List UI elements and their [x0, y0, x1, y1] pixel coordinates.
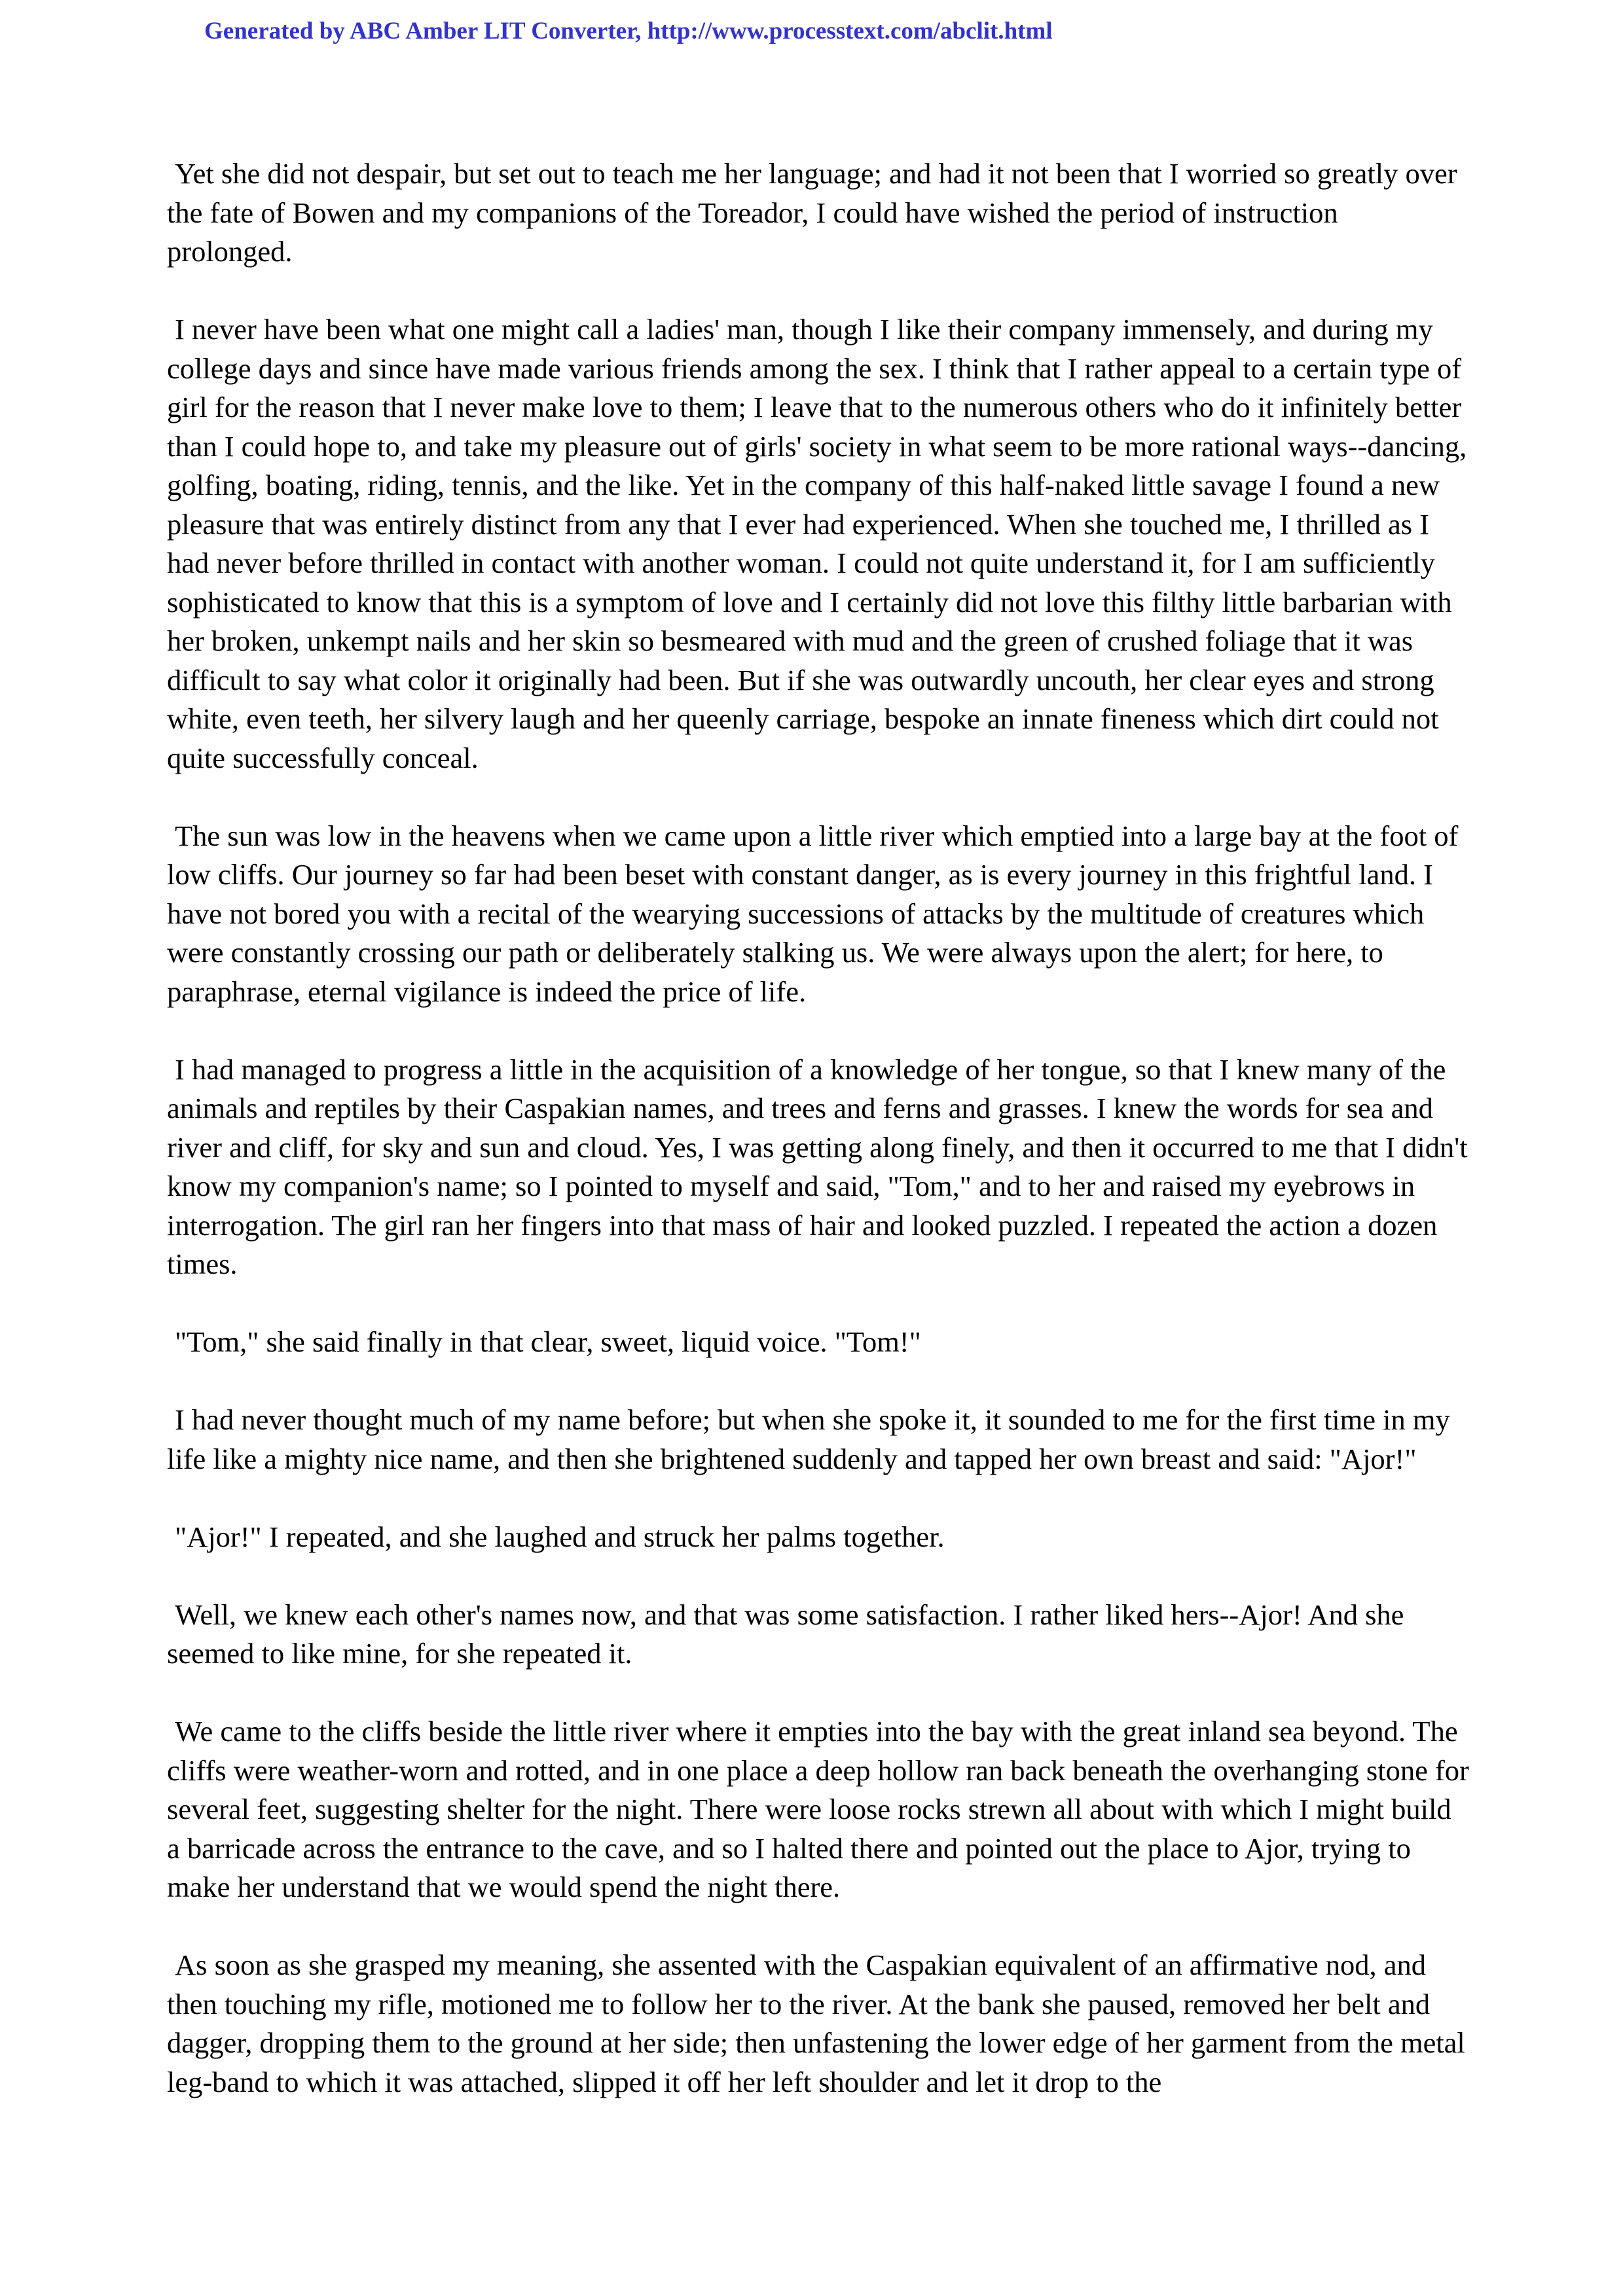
paragraph-8: Well, we knew each other's names now, and that was some satisfaction. I rather liked hers--Ajor! And she seemed to like mine, for she repeated it. [167, 1598, 1404, 1670]
paragraph-9: We came to the cliffs beside the little river where it empties into the bay with the great inland sea beyond. The cliffs were weather-worn and rotted, and in one place a deep hollow ran back beneath the overhanging stone for several feet, suggesting shelter for the night. There were loose rocks strewn all about with which I might build a barricade across the entrance to the cave, and so I halted there and pointed out the place to Ajor, trying to make her understand that we would spend the night there. [167, 1715, 1469, 1903]
paragraph-4: I had managed to progress a little in the acquisition of a knowledge of her tongue, so that I knew many of the animals and reptiles by their Caspakian names, and trees and ferns and grasses. I knew the words for sea and river and cliff, for sky and sun and cloud. Yes, I was getting along finely, and then it occurred to me that I didn't know my companion's name; so I pointed to myself and said, "Tom," and to her and raised my eyebrows in interrogation. The girl ran her fingers into that mass of hair and looked puzzled. I repeated the action a dozen times. [167, 1052, 1468, 1280]
paragraph-1: Yet she did not despair, but set out to teach me her language; and had it not been that I worried so greatly over the fate of Bowen and my companions of the Toreador, I could have wished the period of instruction prolonged. [167, 157, 1457, 268]
paragraph-6: I had never thought much of my name before; but when she spoke it, it sounded to me for the first time in my life like a mighty nice name, and then she brightened suddenly and tapped her own breast and said: "Ajor!" [167, 1403, 1450, 1475]
paragraph-10: As soon as she grasped my meaning, she assented with the Caspakian equivalent of an affirmative nod, and then touching my rifle, motioned me to follow her to the river. At the bank she paused, removed her belt and dagger, dropping them to the ground at her side; then unfastening the lower edge of her garment from the metal leg-band to which it was attached, slipped it off her left shoulder and let it drop to the [167, 1948, 1465, 2098]
converter-header-link[interactable]: Generated by ABC Amber LIT Converter, http://www.processtext.com/abclit.html [204, 18, 1053, 45]
paragraph-7: "Ajor!" I repeated, and she laughed and struck her palms together. [175, 1520, 945, 1553]
paragraph-2: I never have been what one might call a ladies' man, though I like their company immensely, and during my college days and since have made various friends among the sex. I think that I rather appeal to a certain type of girl for the reason that I never make love to them; I leave that to the numerous others who do it infinitely better than I could hope to, and take my pleasure out of girls' society in what seem to be more rational ways--dancing, golfing, boating, riding, tennis, and the like. Yet in the company of this half-naked little savage I found a new pleasure that was entirely distinct from any that I ever had experienced. When she touched me, I thrilled as I had never before thrilled in contact with another woman. I could not quite understand it, for I am sufficiently sophisticated to know that this is a symptom of love and I certainly did not love this filthy little barbarian with her broken, unkempt nails and her skin so besmeared with mud and the green of crushed foliage that it was difficult to say what color it originally had been. But if she was outwardly uncouth, her clear eyes and strong white, even teeth, her silvery laugh and her queenly carriage, bespoke an innate fineness which dirt could not quite successfully conceal. [167, 313, 1467, 774]
document-body [167, 154, 1470, 2141]
paragraph-5: "Tom," she said finally in that clear, sweet, liquid voice. "Tom!" [175, 1325, 921, 1358]
paragraph-3: The sun was low in the heavens when we came upon a little river which emptied into a large bay at the foot of low cliffs. Our journey so far had been beset with constant danger, as is every journey in this frightful land. I have not bored you with a recital of the wearying successions of attacks by the multitude of creatures which were constantly crossing our path or deliberately stalking us. We were always upon the alert; for here, to paraphrase, eternal vigilance is indeed the price of life. [167, 819, 1459, 1008]
